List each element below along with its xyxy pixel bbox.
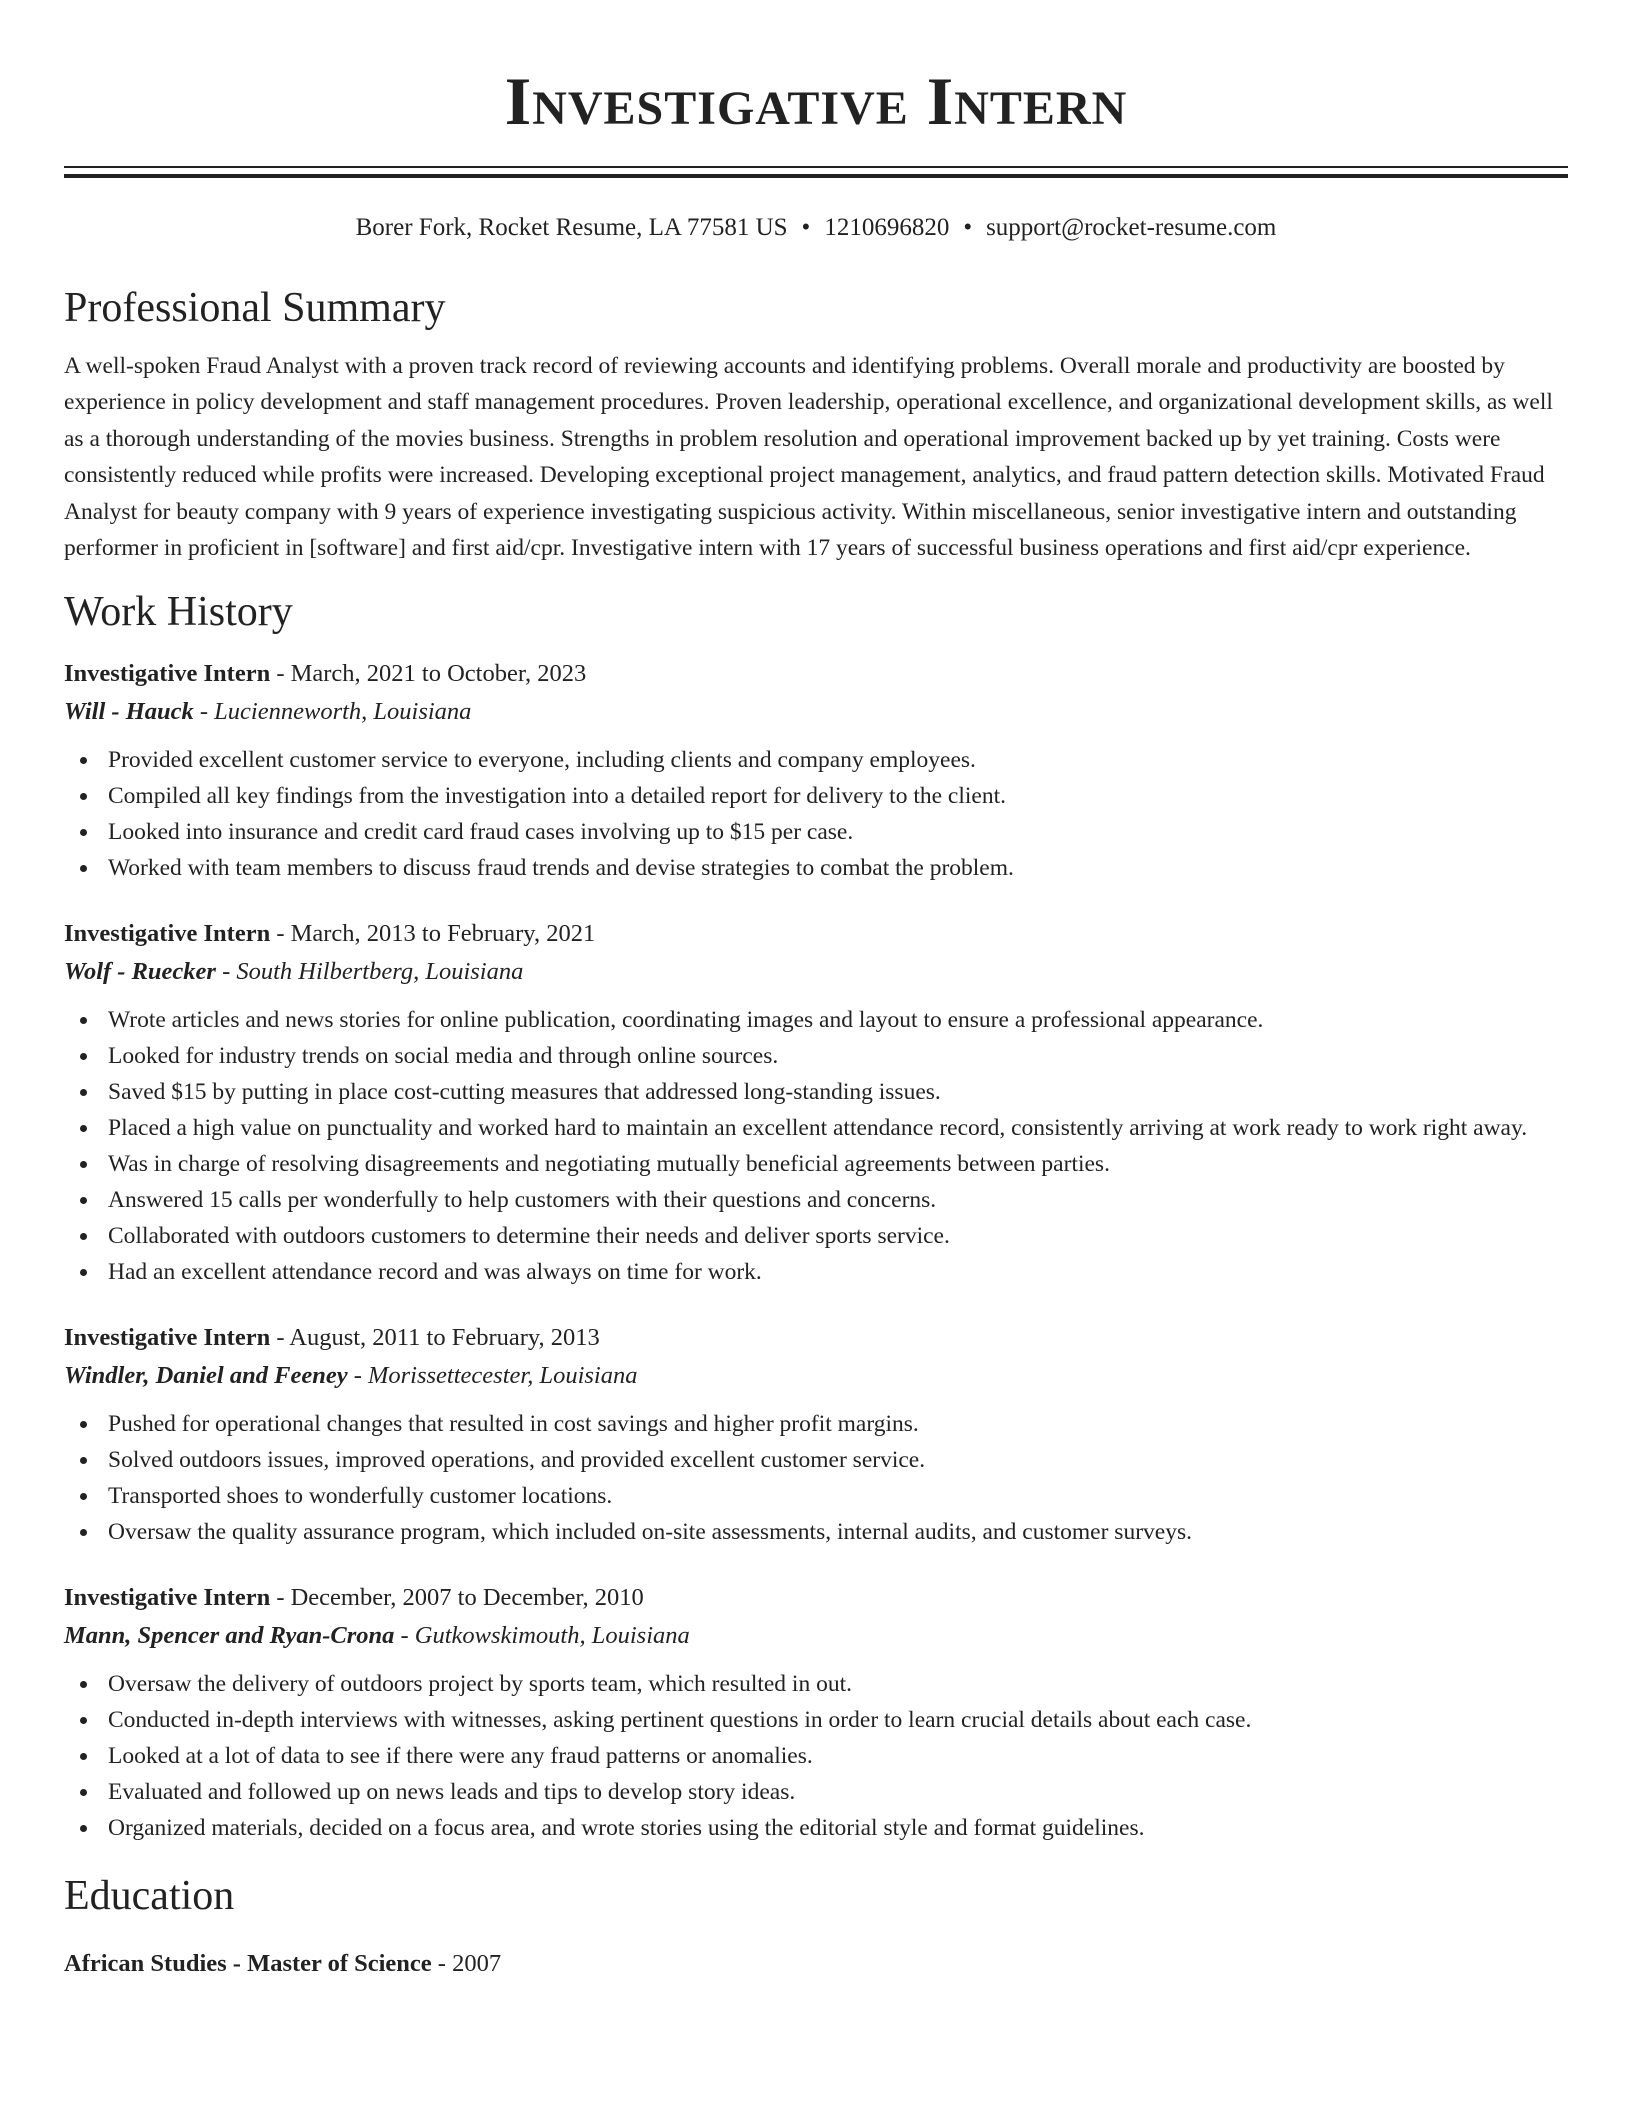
duty-item: Worked with team members to discuss fraud trends and devise strategies to combat the problem. [108, 850, 1568, 886]
job-entry [64, 1322, 1568, 1550]
contact-line [64, 212, 1568, 244]
job-entry [64, 918, 1568, 1290]
job-title: Investigative Intern [64, 1584, 271, 1612]
duty-list [64, 742, 1568, 886]
summary-section-title: Professional Summary [64, 285, 446, 331]
duty-item: Looked for industry trends on social media and through online sources. [108, 1038, 1568, 1074]
job-dates: - August, 2011 to February, 2013 [270, 1324, 600, 1352]
resume-page [64, 0, 1568, 1980]
contact-phone: 1210696820 [824, 214, 950, 241]
job-title: Investigative Intern [64, 660, 271, 688]
duty-item: Oversaw the quality assurance program, which included on-site assessments, internal audits, and customer surveys. [108, 1514, 1568, 1550]
duty-item: Placed a high value on punctuality and worked hard to maintain an excellent attendance record, consistently arriving at work ready to work right away. [108, 1110, 1568, 1146]
duty-item: Had an excellent attendance record and was always on time for work. [108, 1254, 1568, 1290]
employer-name: Windler, Daniel and Feeney [64, 1362, 348, 1390]
education-entry [64, 1948, 1568, 1980]
header-rule-thin [64, 166, 1568, 168]
job-location: - South Hilbertberg, Louisiana [215, 958, 524, 986]
duty-item: Transported shoes to wonderfully customer locations. [108, 1478, 1568, 1514]
duty-item: Saved $15 by putting in place cost-cutting measures that addressed long-standing issues. [108, 1074, 1568, 1110]
employer-line [64, 956, 1568, 988]
duty-item: Looked into insurance and credit card fraud cases involving up to $15 per case. [108, 814, 1568, 850]
contact-separator: • [801, 214, 811, 241]
duty-item: Conducted in-depth interviews with witnesses, asking pertinent questions in order to learn crucial details about each case. [108, 1702, 1568, 1738]
job-location: - Morissettecester, Louisiana [347, 1362, 638, 1390]
job-dates: - December, 2007 to December, 2010 [270, 1584, 644, 1612]
job-location: - Gutkowskimouth, Louisiana [394, 1622, 690, 1650]
duty-list [64, 1666, 1568, 1846]
job-title-line [64, 918, 1568, 950]
duty-item: Evaluated and followed up on news leads and tips to develop story ideas. [108, 1774, 1568, 1810]
duty-item: Solved outdoors issues, improved operations, and provided excellent customer service. [108, 1442, 1568, 1478]
employer-line [64, 1620, 1568, 1652]
duty-list [64, 1406, 1568, 1550]
summary-text: A well-spoken Fraud Analyst with a proven track record of reviewing accounts and identifying problems. Overall morale and productivity are boosted by experience in policy development and staff management procedures. Proven leadership, operational excellence, and organizational development skills, as well as a thorough understanding of the movies business. Strengths in problem resolution and operational improvement backed up by yet training. Costs were consistently reduced while profits were increased. Developing exceptional project management, analytics, and fraud pattern detection skills. Motivated Fraud Analyst for beauty company with 9 years of experience investigating suspicious activity. Within miscellaneous, senior investigative intern and outstanding performer in proficient in [software] and first aid/cpr. Investigative intern with 17 years of successful business operations and first aid/cpr experience. [64, 353, 1553, 562]
job-entry [64, 658, 1568, 886]
job-title: Investigative Intern [64, 920, 271, 948]
employer-name: Mann, Spencer and Ryan-Crona [64, 1622, 395, 1650]
education-year: - 2007 [431, 1950, 502, 1978]
duty-item: Pushed for operational changes that resulted in cost savings and higher profit margins. [108, 1406, 1568, 1442]
job-title: Investigative Intern [64, 1324, 271, 1352]
duty-item: Was in charge of resolving disagreements and negotiating mutually beneficial agreements between parties. [108, 1146, 1568, 1182]
duty-item: Provided excellent customer service to everyone, including clients and company employees. [108, 742, 1568, 778]
job-entry [64, 1582, 1568, 1846]
resume-name-heading: Investigative Intern [504, 63, 1128, 139]
job-dates: - March, 2013 to February, 2021 [270, 920, 596, 948]
contact-email: support@rocket-resume.com [986, 214, 1277, 241]
work-history-section-title: Work History [64, 589, 293, 636]
duty-item: Compiled all key findings from the investigation into a detailed report for delivery to the client. [108, 778, 1568, 814]
duty-item: Oversaw the delivery of outdoors project by sports team, which resulted in out. [108, 1666, 1568, 1702]
employer-line [64, 1360, 1568, 1392]
duty-list [64, 1002, 1568, 1290]
employer-line [64, 696, 1568, 728]
employer-name: Wolf - Ruecker [64, 958, 216, 986]
duty-item: Looked at a lot of data to see if there were any fraud patterns or anomalies. [108, 1738, 1568, 1774]
duty-item: Collaborated with outdoors customers to determine their needs and deliver sports service. [108, 1218, 1568, 1254]
header-rule-thick [64, 174, 1568, 178]
duty-item: Wrote articles and news stories for online publication, coordinating images and layout to ensure a professional appearance. [108, 1002, 1568, 1038]
contact-address: Borer Fork, Rocket Resume, LA 77581 US [355, 214, 788, 241]
job-title-line [64, 658, 1568, 690]
employer-name: Will - Hauck [64, 698, 194, 726]
job-location: - Lucienneworth, Louisiana [193, 698, 472, 726]
job-title-line [64, 1582, 1568, 1614]
education-section-title: Education [64, 1873, 235, 1920]
duty-item: Answered 15 calls per wonderfully to help customers with their questions and concerns. [108, 1182, 1568, 1218]
education-degree: African Studies - Master of Science [64, 1950, 432, 1978]
contact-separator: • [963, 214, 973, 241]
duty-item: Organized materials, decided on a focus area, and wrote stories using the editorial style and format guidelines. [108, 1810, 1568, 1846]
job-title-line [64, 1322, 1568, 1354]
job-dates: - March, 2021 to October, 2023 [270, 660, 587, 688]
